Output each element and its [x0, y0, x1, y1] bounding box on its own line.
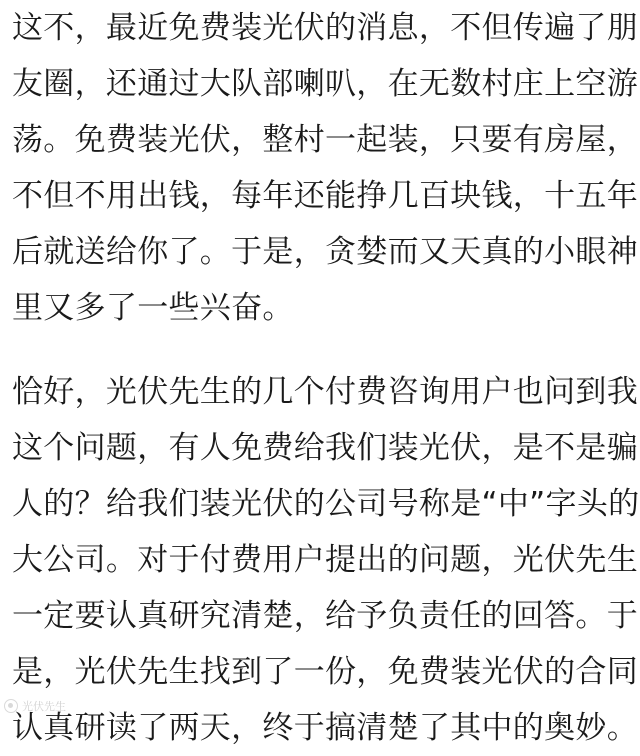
paragraph-spacer — [12, 336, 640, 364]
paragraph-line: 一定要认真研究清楚，给予负责任的回答。于 — [12, 598, 638, 634]
article-body — [12, 0, 640, 756]
paragraph-line: 友圈，还通过大队部喇叭，在无数村庄上空游 — [12, 66, 638, 102]
paragraph-line: 不但不用出钱，每年还能挣几百块钱，十五年 — [12, 178, 638, 214]
paragraph-line: 里又多了一些兴奋。 — [12, 290, 294, 326]
watermark-logo-icon — [4, 699, 18, 713]
paragraph-line: 人的？给我们装光伏的公司号称是“中”字头的 — [12, 486, 640, 522]
paragraph-line: 荡。免费装光伏，整村一起装，只要有房屋， — [12, 122, 638, 158]
paragraph-line: 恰好，光伏先生的几个付费咨询用户也问到我 — [12, 374, 638, 410]
paragraph-line: 这个问题，有人免费给我们装光伏，是不是骗 — [12, 430, 638, 466]
paragraph-line: 是，光伏先生找到了一份，免费装光伏的合同 — [12, 654, 638, 690]
paragraph-line: 认真研读了两天，终于搞清楚了其中的奥妙。 — [12, 710, 638, 746]
paragraph-line: 大公司。对于付费用户提出的问题，光伏先生 — [12, 542, 638, 578]
watermark-text: 光伏先生 — [22, 700, 66, 713]
watermark — [4, 698, 66, 714]
paragraph-line: 后就送给你了。于是，贪婪而又天真的小眼神 — [12, 234, 638, 270]
paragraph-2 — [12, 364, 640, 756]
paragraph-line: 这不，最近免费装光伏的消息，不但传遍了朋 — [12, 10, 638, 46]
paragraph-1 — [12, 0, 640, 336]
